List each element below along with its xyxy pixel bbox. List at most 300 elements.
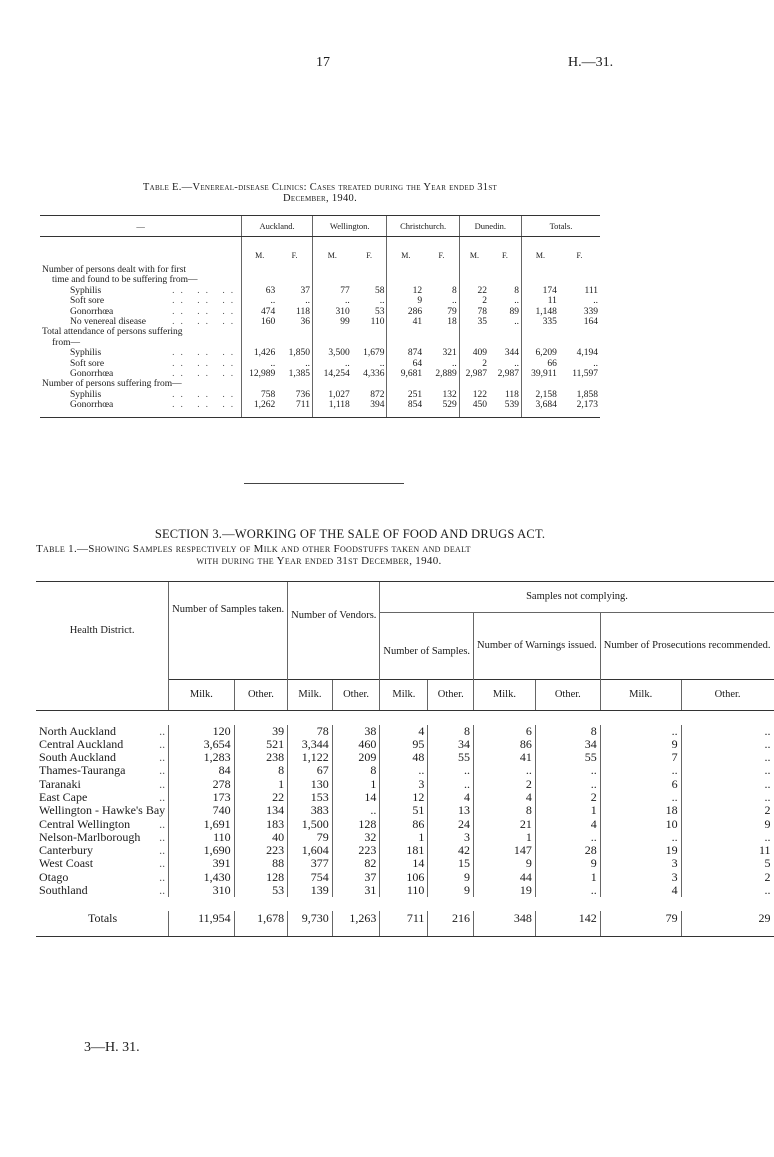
table-cell: .. [474, 764, 536, 777]
table-e-row [40, 390, 600, 400]
table-e-row [40, 348, 600, 358]
district-name-cell [36, 804, 169, 817]
table-cell: 9 [600, 738, 681, 751]
leader-dots: .. .. .. [172, 296, 240, 307]
table-e-cell [352, 265, 387, 275]
table-cell: 1,604 [288, 844, 333, 857]
table-e-cell [312, 338, 351, 348]
table-e-cell [387, 338, 424, 348]
table-cell: 15 [428, 857, 474, 870]
table-row [36, 725, 774, 738]
table-e-cell [312, 379, 351, 389]
section-divider [244, 483, 404, 484]
table-cell: 4 [474, 791, 536, 804]
table-e-cell [521, 275, 558, 285]
leader-dots: .. .. .. [172, 389, 240, 400]
table-cell: 79 [288, 831, 333, 844]
table-cell: 740 [169, 804, 235, 817]
table-e-mf-label: M. [242, 237, 278, 266]
subheader-other: Other. [535, 680, 600, 711]
table-e-cell: 8 [514, 285, 519, 296]
table-e-cell: 394 [352, 400, 387, 417]
header-health-district: Health District. [36, 582, 169, 680]
district-name: North Auckland [39, 723, 116, 738]
spacer-cell [36, 710, 774, 725]
table-e-cell [489, 379, 521, 389]
table-cell: 1 [474, 831, 536, 844]
table-e-cell: 160 [242, 317, 278, 327]
table-e-cell: 1,426 [242, 348, 278, 358]
table-cell: 95 [380, 738, 428, 751]
table-e-mf-row [40, 237, 600, 266]
table-cell: 1 [234, 778, 287, 791]
table-cell: 9 [428, 884, 474, 897]
leader-dots: .. .. .. [172, 306, 240, 317]
table-e-cell: 99 [312, 317, 351, 327]
table-cell: 3,344 [288, 738, 333, 751]
table-cell: 55 [535, 751, 600, 764]
table-e-cell: 1,027 [312, 390, 351, 400]
table-e-cell: 1,850 [288, 348, 310, 359]
district-name: West Coast [39, 856, 94, 871]
table-cell: 9 [681, 818, 773, 831]
table-cell: 44 [474, 871, 536, 884]
table-e-mf-label: F. [576, 250, 583, 260]
table-e-cell: 711 [277, 400, 312, 417]
table-e-cell: 132 [442, 389, 457, 400]
table-cell: 2 [681, 804, 773, 817]
table-e-cell [242, 379, 278, 389]
table-cell: 34 [428, 738, 474, 751]
table-cell: 19 [600, 844, 681, 857]
table-cell: 24 [428, 818, 474, 831]
leader-dots: .. [159, 883, 166, 898]
row-label-text: Gonorrhœa [70, 400, 114, 411]
table-e-caption-line1: Table E.—Venereal-disease Clinics: Cases treated during the Year ended 31st [142, 182, 498, 193]
table-e-cell: 110 [370, 317, 385, 328]
table-cell: .. [600, 791, 681, 804]
table-e-cell: 118 [296, 306, 310, 317]
district-name: Southland [39, 883, 88, 898]
table-e-mf-label: F. [438, 250, 445, 260]
district-name: East Cape [39, 789, 88, 804]
totals-cell: 1,678 [234, 911, 287, 937]
table-1-spacer [36, 710, 774, 725]
table-cell: 1 [380, 831, 428, 844]
table-e-cell [242, 265, 278, 275]
table-cell: 21 [474, 818, 536, 831]
table-e-cell [352, 275, 387, 285]
table-cell: 48 [380, 751, 428, 764]
table-cell: 391 [169, 857, 235, 870]
header-prosecutions: Number of Prosecutions recommended. [600, 613, 773, 680]
table-cell: .. [600, 725, 681, 738]
table-e-cell: 1,148 [521, 307, 558, 317]
table-e-cell: 22 [459, 286, 489, 296]
table-cell: .. [332, 804, 380, 817]
table-e-cell: 1,262 [242, 400, 278, 417]
table-e-cell [559, 379, 600, 389]
district-name-cell [36, 778, 169, 791]
table-e-cell [489, 275, 521, 285]
table-e-cell: 39,911 [521, 369, 558, 379]
table-cell: 7 [600, 751, 681, 764]
table-cell: .. [535, 884, 600, 897]
row-label-text: time and found to be suffering from— [52, 275, 198, 286]
table-e-row [40, 265, 600, 275]
district-name-cell [36, 764, 169, 777]
table-e-cell [424, 379, 459, 389]
table-e-row [40, 369, 600, 379]
table-cell: 128 [332, 818, 380, 831]
table-1-caption [36, 543, 602, 567]
leader-dots: .. [159, 843, 166, 858]
district-name-cell [36, 818, 169, 831]
table-row [36, 791, 774, 804]
table-row [36, 844, 774, 857]
table-cell: 67 [288, 764, 333, 777]
district-name-cell [36, 725, 169, 738]
table-e-cell: 286 [387, 307, 424, 317]
table-cell: 4 [535, 818, 600, 831]
row-label-text: Soft sore [70, 296, 105, 307]
table-cell: 2 [681, 871, 773, 884]
leader-dots: .. [159, 750, 166, 765]
table-cell: .. [535, 778, 600, 791]
table-cell: 377 [288, 857, 333, 870]
table-cell: 110 [169, 831, 235, 844]
totals-cell: 216 [428, 911, 474, 937]
subheader-milk: Milk. [600, 680, 681, 711]
table-cell: 1,690 [169, 844, 235, 857]
table-cell: 88 [234, 857, 287, 870]
table-cell: 383 [288, 804, 333, 817]
table-cell: 8 [474, 804, 536, 817]
subheader-milk: Milk. [169, 680, 235, 711]
table-cell: 4 [380, 725, 428, 738]
table-e-cell: .. [452, 296, 457, 307]
district-name: Canterbury [39, 843, 93, 858]
table-e-city-header: Auckland. [242, 216, 313, 237]
table-cell: 3 [428, 831, 474, 844]
table-e-cell: 37 [300, 285, 310, 296]
district-name-cell [36, 857, 169, 870]
totals-cell: 1,263 [332, 911, 380, 937]
totals-row [36, 911, 774, 937]
table-cell: 86 [474, 738, 536, 751]
table-cell: 181 [380, 844, 428, 857]
table-cell: 9 [535, 857, 600, 870]
table-cell: .. [681, 778, 773, 791]
table-e-cell: 14,254 [312, 369, 351, 379]
table-e-city-header: Totals. [521, 216, 600, 237]
district-name-cell [36, 884, 169, 897]
table-cell: .. [428, 764, 474, 777]
table-e-cell: 41 [387, 317, 424, 327]
table-e-cell: .. [514, 296, 519, 307]
table-e-row [40, 317, 600, 327]
table-cell: 209 [332, 751, 380, 764]
table-e-cell: 35 [459, 317, 489, 327]
page-footer: 3—H. 31. [84, 1040, 140, 1055]
district-name: Otago [39, 869, 69, 884]
table-e-cell: 164 [583, 317, 598, 328]
table-e-cell: 174 [521, 286, 558, 296]
district-name-cell [36, 738, 169, 751]
table-cell: 1 [332, 778, 380, 791]
table-cell: 34 [535, 738, 600, 751]
table-e-cell [387, 265, 424, 275]
table-e-cell [459, 338, 489, 348]
table-cell: .. [681, 791, 773, 804]
table-cell: 1,691 [169, 818, 235, 831]
table-e-cell: 3,684 [521, 400, 558, 417]
table-e-cell [459, 327, 489, 337]
table-e-row-label [40, 286, 242, 296]
table-cell: 51 [380, 804, 428, 817]
table-e-cell [489, 338, 521, 348]
table-cell: 130 [288, 778, 333, 791]
table-cell: 147 [474, 844, 536, 857]
table-e-row-label [40, 348, 242, 358]
table-cell: 4 [428, 791, 474, 804]
table-e-cell: .. [242, 296, 278, 306]
table-cell: .. [380, 764, 428, 777]
table-cell: 4 [600, 884, 681, 897]
table-e-cell: 874 [387, 348, 424, 358]
table-1-subheader-row [36, 680, 774, 711]
table-e-cell: .. [312, 296, 351, 306]
table-cell: 14 [380, 857, 428, 870]
table-e-cell [559, 275, 600, 285]
table-cell: .. [681, 764, 773, 777]
table-e-cell: 6,209 [521, 348, 558, 358]
table-e-cell: 66 [521, 359, 558, 369]
table-cell: 110 [380, 884, 428, 897]
table-1-body [36, 582, 774, 937]
table-e-mf-label: M. [387, 237, 424, 266]
leader-dots: .. [159, 736, 166, 751]
table-cell: 2 [474, 778, 536, 791]
table-e-cell: 310 [312, 307, 351, 317]
table-cell: 754 [288, 871, 333, 884]
table-e-cell [459, 275, 489, 285]
table-e-cell [521, 379, 558, 389]
district-name: Nelson-Marlborough [39, 829, 141, 844]
table-1-header-row-1 [36, 582, 774, 613]
table-1 [36, 581, 774, 937]
table-e-cell: 529 [424, 400, 459, 417]
leader-dots: .. [159, 776, 166, 791]
table-cell: 18 [600, 804, 681, 817]
table-e-cell: 3,500 [312, 348, 351, 358]
table-cell: 8 [535, 725, 600, 738]
row-label-text: Number of persons suffering from— [42, 379, 182, 390]
totals-cell: 711 [380, 911, 428, 937]
table-cell: 1,122 [288, 751, 333, 764]
table-e-cell [242, 275, 278, 285]
table-row [36, 751, 774, 764]
leader-dots: .. .. .. [172, 317, 240, 328]
table-cell: 9 [428, 871, 474, 884]
table-e-cell [559, 265, 600, 275]
district-name-cell [36, 791, 169, 804]
table-row [36, 857, 774, 870]
table-e-city-header: Wellington. [312, 216, 387, 237]
table-cell: 1,283 [169, 751, 235, 764]
table-e-cell: 18 [447, 317, 457, 328]
table-e-cell: 1,118 [312, 400, 351, 417]
table-e-row [40, 307, 600, 317]
table-cell: 310 [169, 884, 235, 897]
leader-dots: .. .. .. [172, 348, 240, 359]
table-e-cell [559, 327, 600, 337]
table-e-cell: 2,889 [435, 369, 457, 380]
table-e-row [40, 379, 600, 389]
table-row [36, 884, 774, 897]
table-e-cell [277, 338, 312, 348]
table-e-cell: 736 [295, 389, 310, 400]
table-e-cell [352, 327, 387, 337]
table-e-cell: 11,597 [572, 369, 598, 380]
table-cell: 19 [474, 884, 536, 897]
table-cell: 13 [428, 804, 474, 817]
table-cell: .. [681, 738, 773, 751]
leader-dots: .. [159, 763, 166, 778]
table-e-cell: 1,858 [576, 389, 598, 400]
table-e-mf-label: M. [459, 237, 489, 266]
table-e-row-label [40, 400, 242, 417]
table-e-cell: 2,987 [459, 369, 489, 379]
table-e-cell [489, 327, 521, 337]
leader-dots: .. [159, 816, 166, 831]
table-e-cell [312, 275, 351, 285]
table-cell: 153 [288, 791, 333, 804]
table-e-cell: 1,385 [288, 369, 310, 380]
table-cell: 32 [332, 831, 380, 844]
district-name-cell [36, 844, 169, 857]
table-cell: 39 [234, 725, 287, 738]
table-e-cell: 77 [312, 286, 351, 296]
subheader-other: Other. [681, 680, 773, 711]
table-cell: 8 [234, 764, 287, 777]
table-e-cell: 122 [459, 390, 489, 400]
table-e-cell: 2 [459, 359, 489, 369]
table-row [36, 818, 774, 831]
district-name-cell [36, 871, 169, 884]
table-cell: 238 [234, 751, 287, 764]
table-e-corner: — [40, 216, 242, 237]
table-1-caption-line1: Table 1.—Showing Samples respectively of Milk and other Foodstuffs taken and dealt [36, 543, 471, 555]
totals-cell: 79 [600, 911, 681, 937]
table-e-row-label [40, 296, 242, 306]
subheader-milk: Milk. [380, 680, 428, 711]
table-e-cell: .. [379, 296, 385, 307]
table-e-cell [387, 379, 424, 389]
leader-dots: .. .. .. [172, 400, 240, 411]
district-name: Taranaki [39, 776, 81, 791]
table-e-cell: .. [312, 359, 351, 369]
leader-dots: .. .. .. [172, 285, 240, 296]
table-e-cell: 4,194 [576, 348, 598, 359]
table-cell: 78 [288, 725, 333, 738]
table-e-cell: 2,987 [497, 369, 519, 380]
table-e-cell [424, 275, 459, 285]
row-label-text: Gonorrhœa [70, 306, 114, 317]
subheader-milk: Milk. [474, 680, 536, 711]
table-cell: .. [681, 831, 773, 844]
totals-cell: 348 [474, 911, 536, 937]
table-e-cell: 64 [387, 359, 424, 369]
district-name: Wellington - Hawke's Bay [39, 803, 166, 818]
table-e-cell: 344 [504, 348, 519, 359]
table-e-row [40, 327, 600, 337]
table-e-cell: 58 [374, 285, 385, 296]
table-row [36, 738, 774, 751]
table-e [40, 215, 600, 418]
table-1-spacer [36, 897, 774, 911]
table-cell: 128 [234, 871, 287, 884]
table-e-cell: 118 [505, 389, 519, 400]
table-cell: 86 [380, 818, 428, 831]
table-e-cell: .. [593, 296, 598, 307]
table-e-cell: 78 [459, 307, 489, 317]
table-cell: 278 [169, 778, 235, 791]
table-cell: 82 [332, 857, 380, 870]
table-e-cell [242, 327, 278, 337]
table-e-cell: .. [242, 359, 278, 369]
subheader-other: Other. [332, 680, 380, 711]
table-e-cell [352, 338, 387, 348]
table-cell: 5 [681, 857, 773, 870]
table-cell: 460 [332, 738, 380, 751]
leader-dots: .. [159, 869, 166, 884]
district-name: South Auckland [39, 750, 116, 765]
totals-cell: 142 [535, 911, 600, 937]
row-label-text: Total attendance of persons suffering [42, 327, 183, 338]
table-e-row-label [40, 390, 242, 400]
table-cell: 106 [380, 871, 428, 884]
table-row [36, 778, 774, 791]
header-warnings: Number of Warnings issued. [474, 613, 601, 680]
table-cell: 11 [681, 844, 773, 857]
table-e-row-label [40, 265, 242, 275]
table-e-cell: 321 [442, 348, 457, 359]
table-row [36, 764, 774, 777]
table-e-cell [521, 327, 558, 337]
table-cell: 3,654 [169, 738, 235, 751]
row-label-text: Syphilis [70, 285, 102, 296]
page-reference: H.—31. [568, 55, 614, 70]
table-e-cell: 4,336 [363, 369, 385, 380]
table-cell: 55 [428, 751, 474, 764]
table-e-cell [424, 327, 459, 337]
district-name: Thames-Tauranga [39, 763, 126, 778]
table-e-cell: 339 [583, 306, 598, 317]
row-label-text: No venereal disease [70, 317, 146, 328]
table-e-cell: 111 [584, 285, 598, 296]
table-e-cell: 854 [387, 400, 424, 417]
table-row [36, 871, 774, 884]
table-e-cell: 335 [521, 317, 558, 327]
row-label-text: Syphilis [70, 389, 102, 400]
table-e-cell: .. [305, 358, 310, 369]
table-e-cell [424, 265, 459, 275]
table-e-cell: 450 [459, 400, 489, 417]
table-e-mf-label: M. [521, 237, 558, 266]
table-cell: 14 [332, 791, 380, 804]
table-cell: 37 [332, 871, 380, 884]
